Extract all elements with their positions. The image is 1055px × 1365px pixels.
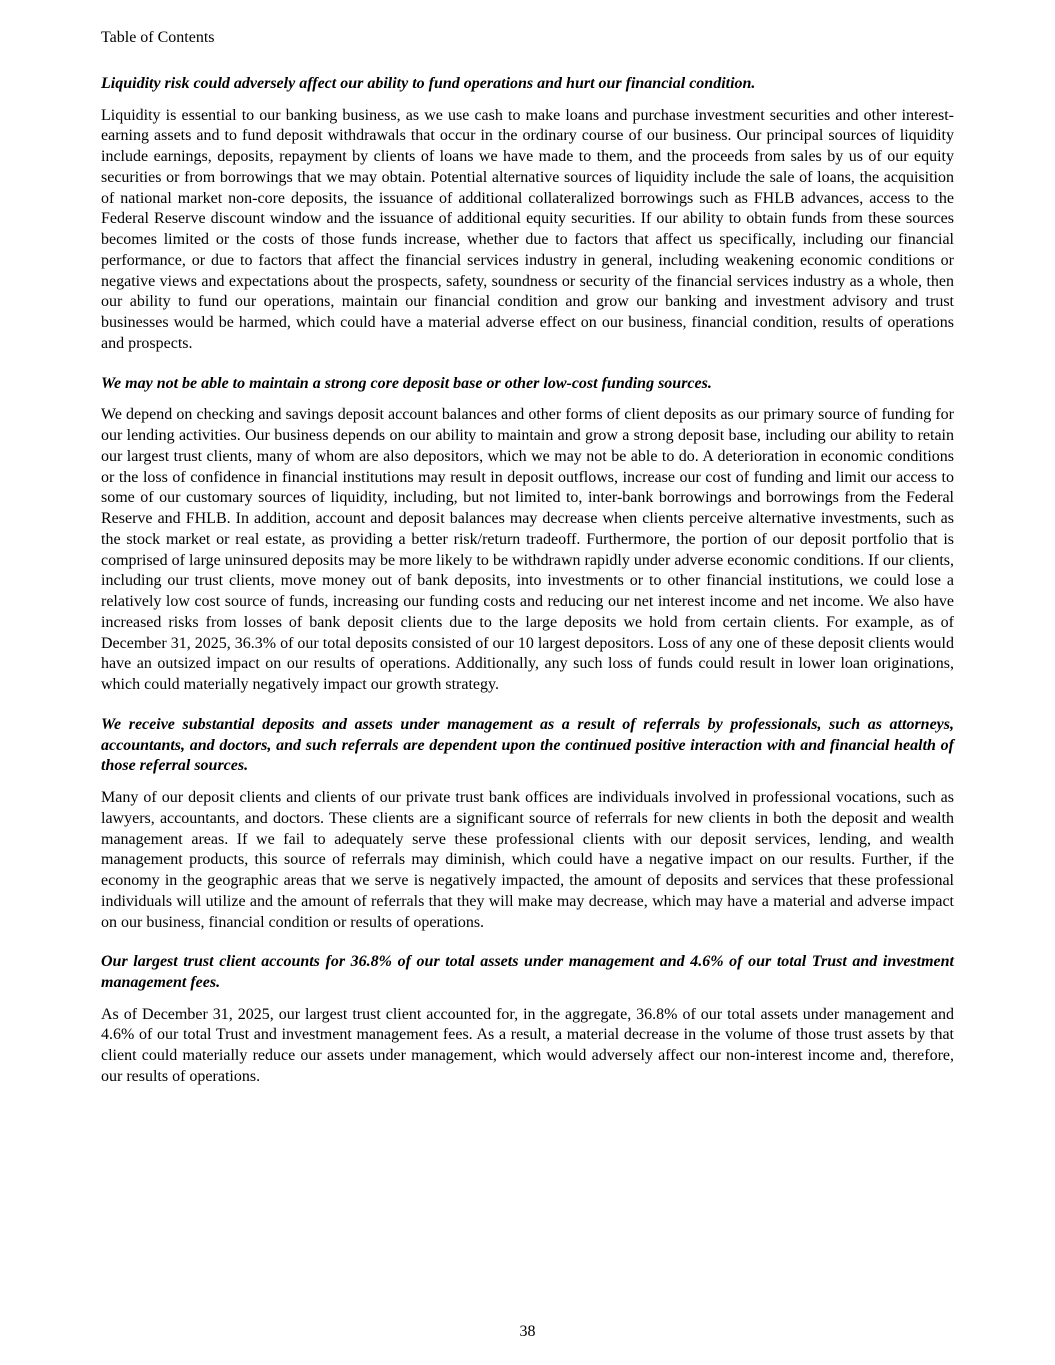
risk-factor-largest-trust-client (101, 952, 954, 1087)
section-paragraph: As of December 31, 2025, our largest trust client accounted for, in the aggregate, 36.8% of our total assets under management and 4.6% of our total Trust and investment management fees. As a result, a material decrease in the volume of those trust assets by that client could materially reduce our assets under management, which would adversely affect our non-interest income and, therefore, our results of operations. (101, 1005, 954, 1085)
section-paragraph: We depend on checking and savings deposit account balances and other forms of client deposits as our primary source of funding for our lending activities. Our business depends on our ability to maintain and grow a strong deposit base, including our ability to retain our largest trust clients, many of whom are also depositors, which we may not be able to do. A deterioration in economic conditions or the loss of confidence in financial institutions may result in deposit outflows, increase our cost of funding and limit our access to some of our customary sources of liquidity, including, but not limited to, inter-bank borrowings and borrowings from the Federal Reserve and FHLB. In addition, account and deposit balances may decrease when clients perceive alternative investments, such as the stock market or real estate, as providing a better risk/return tradeoff. Furthermore, the portion of our deposit portfolio that is comprised of large uninsured deposits may be more likely to be withdrawn rapidly under adverse economic conditions. If our clients, including our trust clients, move money out of bank deposits, into investments or to other financial institutions, we could lose a relatively low cost source of funds, increasing our funding costs and reducing our net interest income and net income. We also have increased risks from losses of bank deposit clients due to the large deposits we hold from certain clients. For example, as of December 31, 2025, 36.3% of our total deposits consisted of our 10 largest depositors. Loss of any one of these deposit clients would have an outsized impact on our results of operations. Additionally, any such loss of funds could result in lower loan originations, which could materially negatively impact our growth strategy. (101, 406, 954, 694)
risk-factor-liquidity (101, 74, 954, 355)
section-heading: We may not be able to maintain a strong core deposit base or other low-cost funding sources. (101, 374, 712, 392)
section-paragraph: Many of our deposit clients and clients of our private trust bank offices are individuals involved in professional vocations, such as lawyers, accountants, and doctors. These clients are a significant source of referrals for new clients in both the deposit and wealth management areas. If we fail to adequately serve these professional clients with our deposit services, lending, and wealth management products, this source of referrals may diminish, which could have a negative impact on our results. Further, if the economy in the geographic areas that we serve is negatively impacted, the amount of deposits and services that these professional individuals will utilize and the amount of referrals that they will make may decrease, which may have a material and adverse impact on our business, financial condition or results of operations. (101, 789, 954, 931)
page-number: 38 (519, 1323, 536, 1340)
section-paragraph: Liquidity is essential to our banking business, as we use cash to make loans and purchase investment securities and other interest-earning assets and to fund deposit withdrawals that occur in the ordinary course of our business. Our principal sources of liquidity include earnings, deposits, repayment by clients of loans we have made to them, and the proceeds from sales by us of our equity securities or from borrowings that we may obtain. Potential alternative sources of liquidity include the sale of loans, the acquisition of national market non-core deposits, the issuance of additional collateralized borrowings such as FHLB advances, access to the Federal Reserve discount window and the issuance of additional equity securities. If our ability to obtain funds from these sources becomes limited or the costs of those funds increase, whether due to factors that affect us specifically, including our financial performance, or due to factors that affect the financial services industry in general, including weakening economic conditions or negative views and expectations about the prospects, safety, soundness or security of the financial services industry as a whole, then our ability to fund our operations, maintain our financial condition and grow our banking and investment advisory and trust businesses would be harmed, which could have a material adverse effect on our business, financial condition, results of operations and prospects. (101, 106, 954, 352)
section-heading: Our largest trust client accounts for 36.8% of our total assets under management and 4.6% of our total Trust and investment management fees. (101, 953, 954, 991)
section-heading: We receive substantial deposits and assets under management as a result of referrals by professionals, such as attorneys, accountants, and doctors, and such referrals are dependent upon the continued positive interaction with and financial health of those referral sources. (101, 715, 954, 775)
risk-factor-core-deposits (101, 374, 954, 696)
document-body (101, 74, 954, 1107)
section-heading: Liquidity risk could adversely affect our ability to fund operations and hurt our financial condition. (101, 75, 756, 92)
risk-factor-referrals (101, 715, 954, 933)
table-of-contents-link[interactable]: Table of Contents (101, 29, 215, 46)
